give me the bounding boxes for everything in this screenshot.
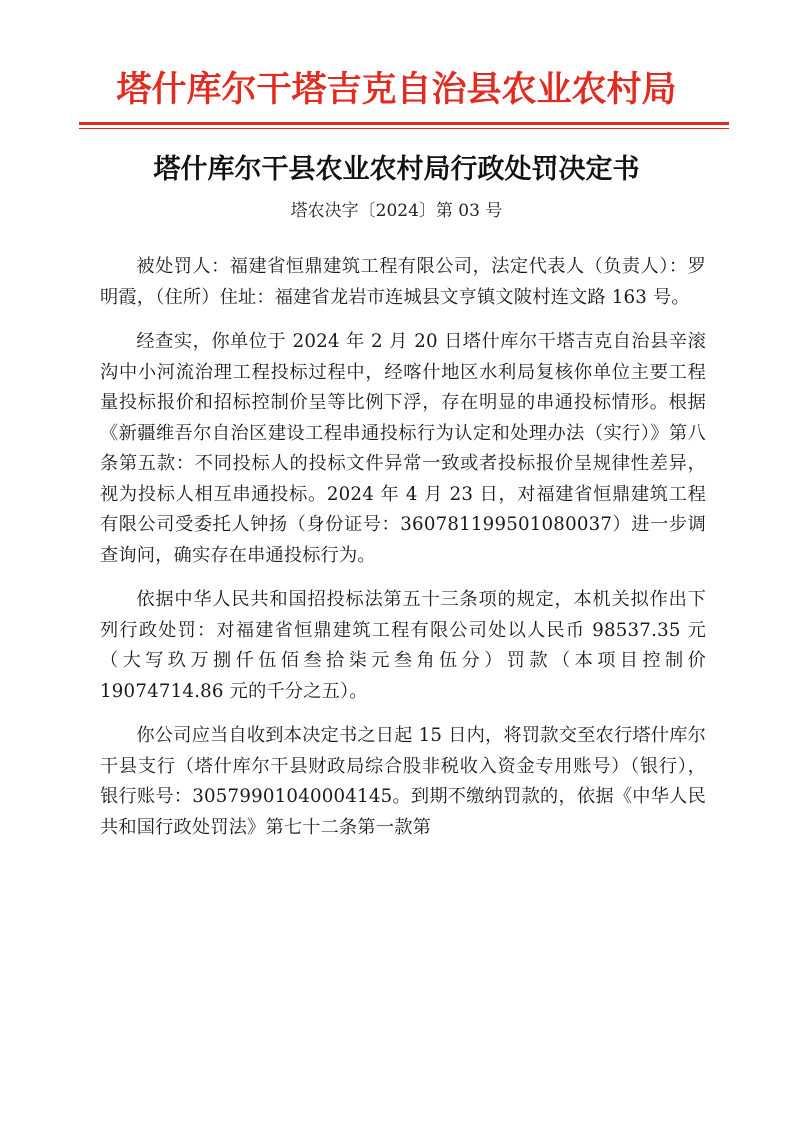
document-body (100, 252, 706, 857)
paragraph-penalty: 依据中华人民共和国招投标法第五十三条项的规定，本机关拟作出下列行政处罚：对福建省恒鼎建筑工程有限公司处以人民币 98537.35 元（大写玖万捌仟伍佰叁拾柒元叁角伍分）罚款（本项目控制价 19074714.86 元的千分之五）。 (100, 589, 706, 702)
paragraph-penalized-party: 被处罚人：福建省恒鼎建筑工程有限公司，法定代表人（负责人）：罗明霞，（住所）住址：福建省龙岩市连城县文亨镇文陂村连文路 163 号。 (100, 256, 706, 308)
organization-header: 塔什库尔干塔吉克自治县农业农村局 (116, 70, 677, 110)
header-rule-thick (79, 122, 729, 125)
paragraph-payment: 你公司应当自收到本决定书之日起 15 日内，将罚款交至农行塔什库尔干县支行（塔什库尔干县财政局综合股非税收入资金专用账号）（银行），银行账号：30579901040004145。到期不缴纳罚款的，依据《中华人民共和国行政处罚法》第七十二条第一款第 (100, 725, 706, 838)
document-number: 塔农决字〔2024〕第 03 号 (290, 201, 503, 221)
document-title: 塔什库尔干县农业农村局行政处罚决定书 (153, 154, 640, 185)
header-rule-thin (79, 128, 729, 129)
paragraph-findings: 经查实，你单位于 2024 年 2 月 20 日塔什库尔干塔吉克自治县辛滚沟中小河流治理工程投标过程中，经喀什地区水利局复核你单位主要工程量投标报价和招标控制价呈等比例下浮，存在明显的串通投标情形。根据《新疆维吾尔自治区建设工程串通投标行为认定和处理办法（实行）》第八条第五款：不同投标人的投标文件异常一致或者投标报价呈规律性差异，视为投标人相互串通投标。2024 年 4 月 23 日，对福建省恒鼎建筑工程有限公司受委托人钟扬（身份证号：360781199501080037）进一步调查询问，确实存在串通投标行为。 (100, 331, 706, 566)
